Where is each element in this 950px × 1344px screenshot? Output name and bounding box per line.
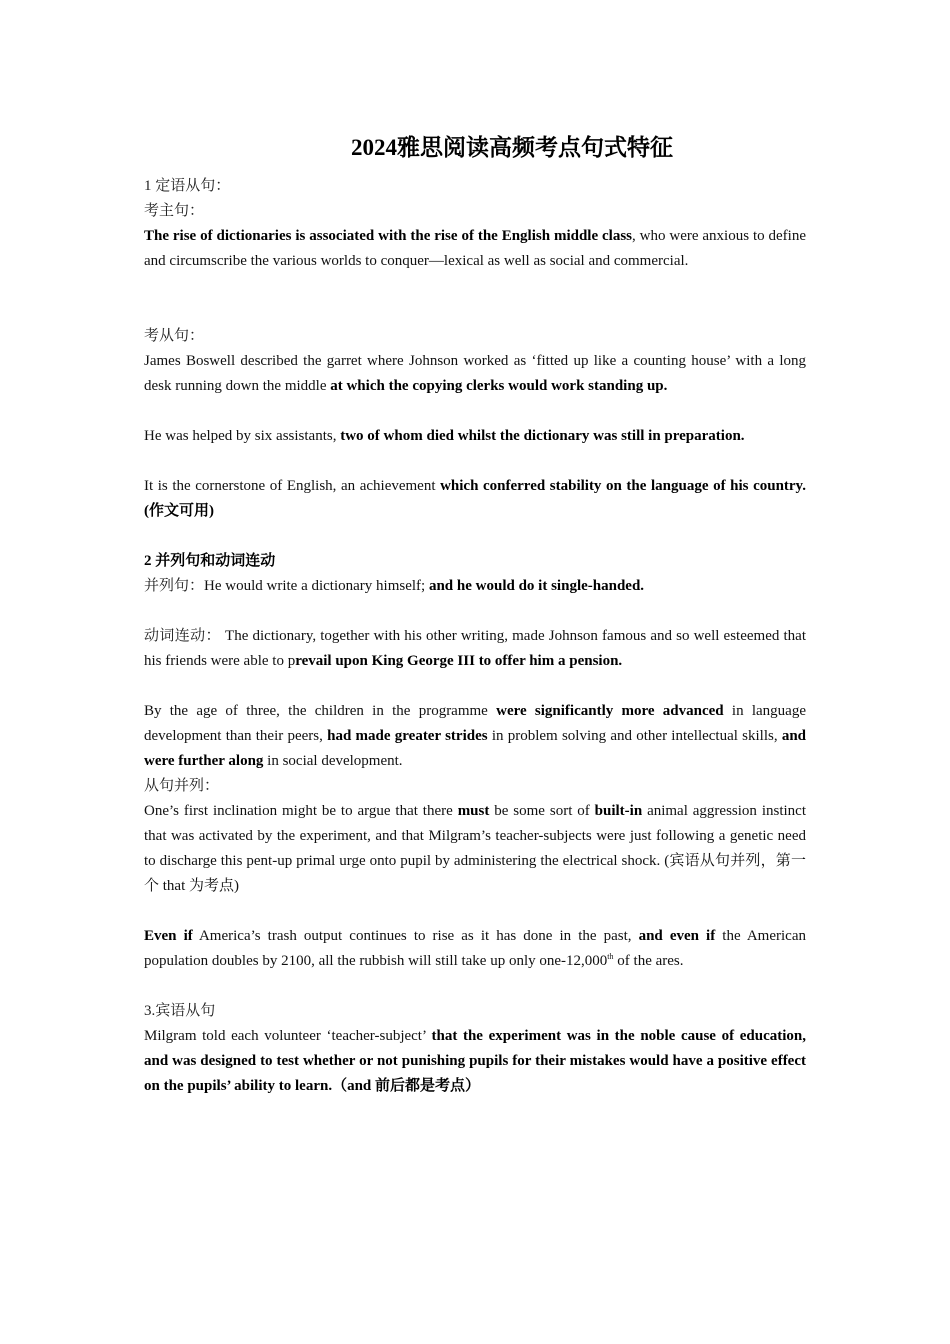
section-3-heading: 3.宾语从句 [144,1003,216,1019]
bold-phrase: were significantly more advanced [496,703,724,719]
text-run: of the ares. [613,953,684,969]
text-run: Milgram told each volunteer ‘teacher-subject’ [144,1028,432,1044]
bold-phrase: that the experiment was in the noble cause of education, and was designed to test whether or not punishing pupils for their mistakes would have a positive effect on the pupils’ ability to learn.（and 前后都是考点） [144,1028,806,1094]
text-run: animal aggression instinct that was activated by the experiment, and that Milgram’s teacher-subjects were just following a genetic need to discharge this pent-up primal urge onto pupil by administering the electrical shock. (宾语从句并列，第一个 that 为考点) [144,803,806,894]
superscript: th [607,952,614,961]
sub-clause-label: 考从句： [144,328,205,344]
bold-phrase: two of whom died whilst the dictionary was still in preparation. [340,428,745,444]
spacer [144,274,806,324]
section-1-heading: 1 定语从句： [144,178,231,194]
text-run: in social development. [263,753,403,769]
main-clause-label: 考主句： [144,203,205,219]
page-title: 2024雅思阅读高频考点句式特征 [351,135,673,160]
bold-phrase: and were further along [144,728,807,769]
bold-phrase: and even if [638,928,716,944]
bold-phrase: The rise of dictionaries is associated with the rise of the English middle class [144,228,633,244]
paragraph-boswell [144,349,806,399]
spacer [144,599,806,624]
text-run: By the age of three, the children in the programme [144,703,497,719]
paragraph-trash [144,924,806,974]
spacer [144,449,806,474]
text-run: One’s first inclination might be to argue that there [144,803,458,819]
spacer [144,974,806,999]
clause-parallel-label: 从句并列： [144,778,220,794]
text-run: in problem solving and other intellectual skills, [487,728,782,744]
bold-phrase: at which the copying clerks would work standing up. [330,378,668,394]
text-run: the American population doubles by 2100, all the rubbish will still take up only one-12,000 [144,928,806,969]
text-run: He was helped by six assistants, [144,428,341,444]
paragraph-assistants [144,424,806,449]
bold-phrase: built-in [594,803,643,819]
paragraph-milgram-instinct [144,799,806,899]
bold-heading: 2 并列句和动词连动 [144,553,276,569]
bold-phrase: and he would do it single-handed. [428,578,645,594]
bold-phrase: had made greater strides [327,728,488,744]
text-run: , who were anxious to define and circumscribe the various worlds to conquer—lexical as well as social and commercial. [144,228,806,269]
bold-phrase: revail upon King George III to offer him a pension. [295,653,623,669]
paragraph-children [144,699,806,774]
bold-phrase: must [457,803,490,819]
verb-chain-label: 动词连动： [144,628,221,644]
text-run: James Boswell described the garret where Johnson worked as ‘fitted up like a counting house’ with a long desk running down the middle [144,353,806,394]
bold-phrase: which conferred stability on the language of his country. (作文可用) [144,478,806,519]
spacer [144,524,806,549]
paragraph-milgram-volunteer [144,1024,806,1099]
bold-phrase: Even if [144,928,193,944]
paragraph-cornerstone [144,474,806,524]
paragraph-parallel [144,574,806,599]
text-run: in language development than their peers, [144,703,806,744]
document-page [144,130,806,1099]
section-2-heading [144,549,806,574]
text-run: He would write a dictionary himself; [204,578,429,594]
spacer [144,399,806,424]
text-run: America’s trash output continues to rise as it has done in the past, [192,928,639,944]
text-run: be some sort of [489,803,595,819]
spacer [144,674,806,699]
text-run: It is the cornerstone of English, an achievement [144,478,441,494]
paragraph-verb-chain [144,624,806,674]
parallel-label: 并列句： [144,578,205,594]
paragraph-dictionaries [144,224,806,274]
spacer [144,899,806,924]
text-run: The dictionary, together with his other writing, made Johnson famous and so well esteemed that his friends were able to p [144,628,806,669]
